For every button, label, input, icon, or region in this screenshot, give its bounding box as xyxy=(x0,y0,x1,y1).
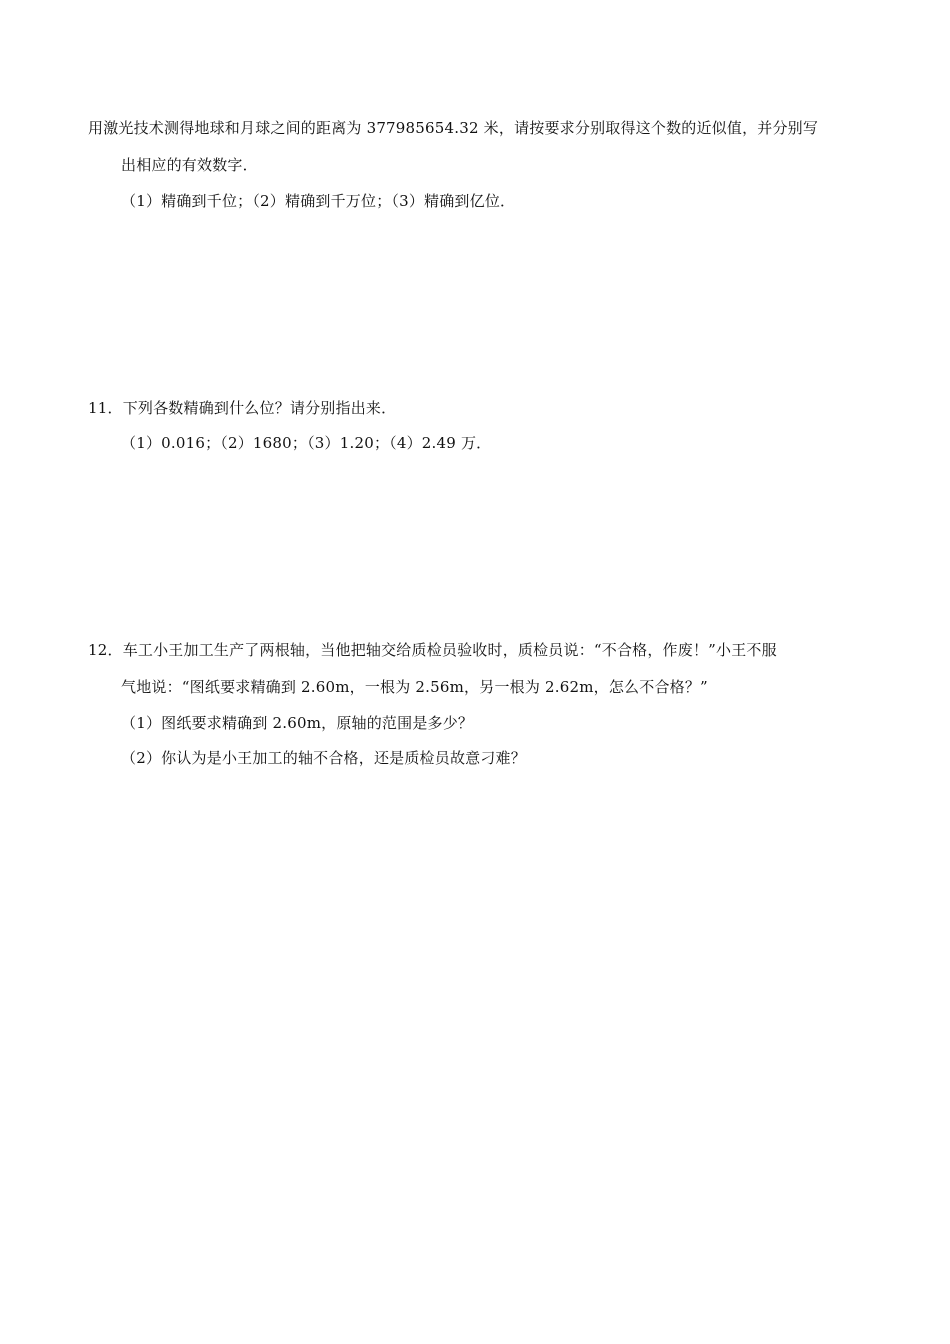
problem-11-line-1 xyxy=(88,398,396,418)
problem-10-line-2 xyxy=(121,155,258,175)
problem-12-text-1: 车工小王加工生产了两根轴，当他把轴交给质检员验收时，质检员说：“不合格，作废！”小王不服 xyxy=(122,641,777,659)
problem-11-number: 11． xyxy=(88,399,123,417)
problem-10-part-1 xyxy=(121,191,515,211)
problem-12-line-2 xyxy=(121,677,708,697)
problem-10-text-2: 出相应的有效数字． xyxy=(121,156,258,174)
problem-12-part-2 xyxy=(121,748,526,768)
problem-10-text-1: 用激光技术测得地球和月球之间的距离为 377985654.32 米，请按要求分别取得这个数的近似值，并分别写 xyxy=(88,119,819,137)
problem-12-part-1 xyxy=(121,713,473,733)
problem-11-text-1: 下列各数精确到什么位？请分别指出来． xyxy=(122,399,397,417)
problem-12-number: 12． xyxy=(88,641,123,659)
problem-10-part-1-text: （1）精确到千位；（2）精确到千万位；（3）精确到亿位． xyxy=(121,192,516,210)
problem-12-line-1 xyxy=(88,640,777,660)
problem-12-part-2-text: （2）你认为是小王加工的轴不合格，还是质检员故意刁难？ xyxy=(121,749,526,767)
problem-11-part-1 xyxy=(121,433,491,453)
problem-10-line-1 xyxy=(88,118,818,138)
problem-11-part-1-text: （1）0.016；（2）1680；（3）1.20；（4）2.49 万． xyxy=(121,434,492,452)
problem-12-text-2: 气地说：“图纸要求精确到 2.60m，一根为 2.56m，另一根为 2.62m，怎么不合格？” xyxy=(121,678,708,696)
problem-12-part-1-text: （1）图纸要求精确到 2.60m，原轴的范围是多少？ xyxy=(121,714,474,732)
